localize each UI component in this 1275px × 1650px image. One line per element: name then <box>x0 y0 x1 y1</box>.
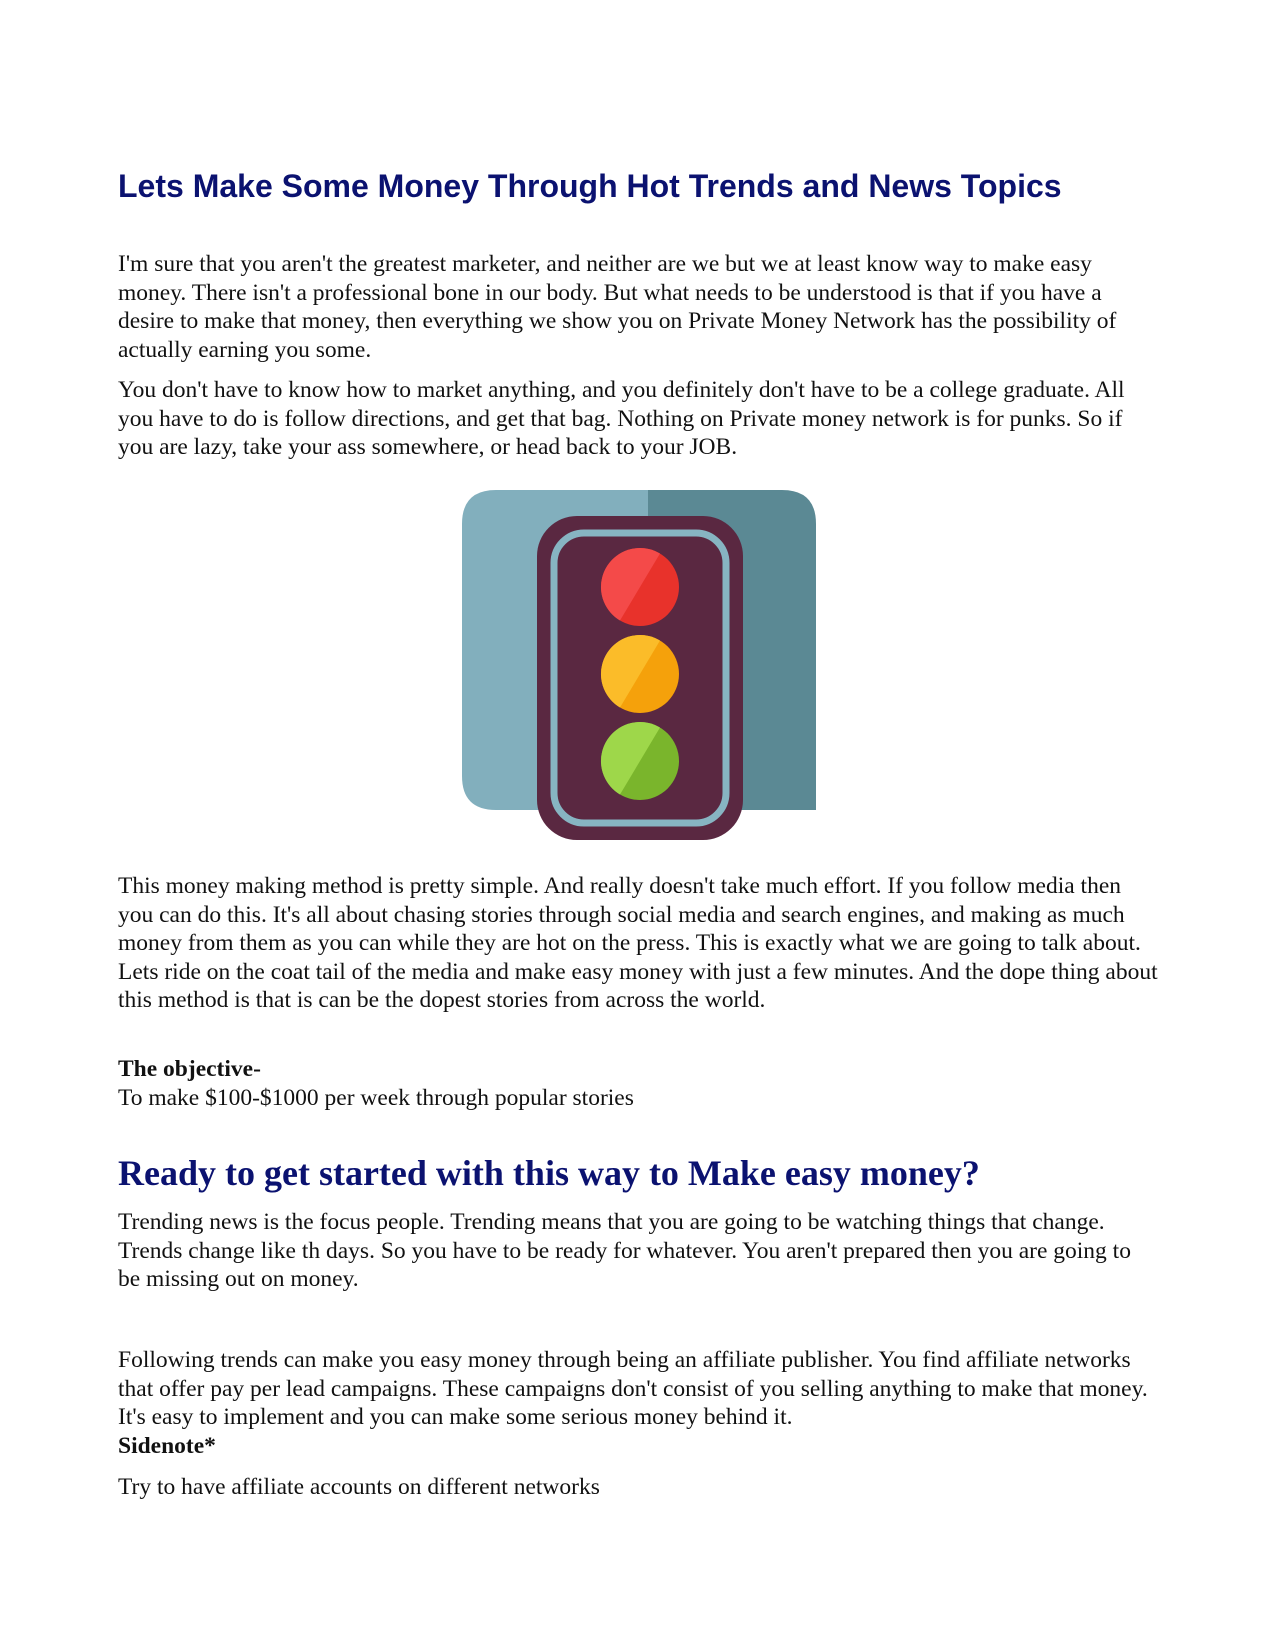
affiliate-paragraph: Following trends can make you easy money through being an affiliate publisher. You find affiliate networks that offer pay per lead campaigns. These campaigns don't consist of you selling anything to make that money. It's easy to implement and you can make some serious money behind it. <box>118 1347 1148 1430</box>
objective-text: To make $100-$1000 per week through popular stories <box>118 1085 634 1111</box>
sidenote-label: Sidenote* <box>118 1433 216 1459</box>
traffic-light-icon <box>462 490 816 842</box>
page-title: Lets Make Some Money Through Hot Trends and News Topics <box>118 168 1062 204</box>
method-paragraph: This money making method is pretty simple. And really doesn't take much effort. If you follow media then you can do this. It's all about chasing stories through social media and search engines, and making as much money from them as you can while they are hot on the press. This is exactly what we are going to talk about. Lets ride on the coat tail of the media and make easy money with just a few minutes. And the dope thing about this method is that is can be the dopest stories from across the world. <box>118 873 1158 1013</box>
intro-paragraph-1: I'm sure that you aren't the greatest marketer, and neither are we but we at least know way to make easy money. There isn't a professional bone in our body. But what needs to be understood is that if you have a desire to make that money, then everything we show you on Private Money Network has the possibility of actually earning you some. <box>118 251 1117 363</box>
traffic-light-image <box>462 490 816 842</box>
green-light <box>601 722 679 800</box>
section-heading: Ready to get started with this way to Make easy money? <box>118 1153 980 1193</box>
objective-label: The objective- <box>118 1056 261 1082</box>
intro-paragraph-2: You don't have to know how to market anything, and you definitely don't have to be a college graduate. All you have to do is follow directions, and get that bag. Nothing on Private money network is for punks. So if you are lazy, take your ass somewhere, or head back to your JOB. <box>118 377 1125 460</box>
red-light <box>601 548 679 626</box>
trending-paragraph: Trending news is the focus people. Trending means that you are going to be watching things that change. Trends change like th days. So you have to be ready for whatever. You aren't prepared then you are going to be missing out on money. <box>118 1209 1131 1292</box>
sidenote-text: Try to have affiliate accounts on different networks <box>118 1474 600 1500</box>
amber-light <box>601 635 679 713</box>
